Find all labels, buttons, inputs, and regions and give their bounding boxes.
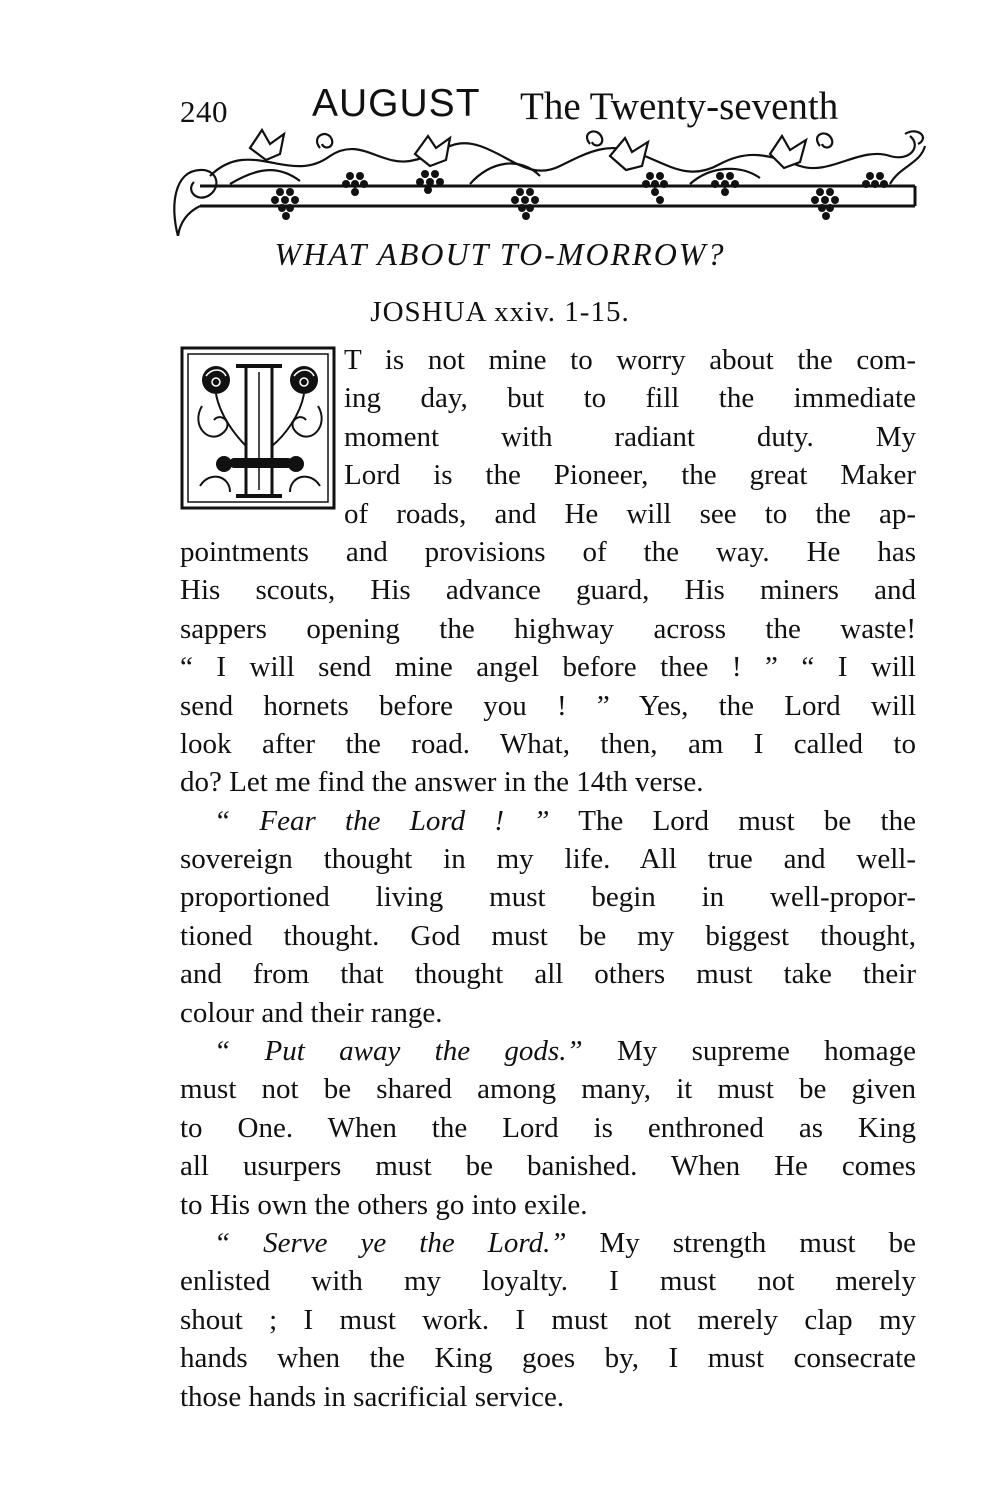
text-line: shout ; I must work. I must not merely clap my xyxy=(180,1303,916,1336)
text-line: to His own the others go into exile. xyxy=(180,1188,588,1221)
paragraph xyxy=(180,1224,916,1416)
text-line: all usurpers must be banished. When He comes xyxy=(180,1150,916,1183)
text-line: of roads, and He will see to the ap- xyxy=(344,497,916,530)
quote-lead: “ Put away the gods.” xyxy=(214,1035,583,1068)
text-run: My strength must be xyxy=(566,1226,916,1259)
scripture-reference: JOSHUA xxiv. 1-15. xyxy=(370,296,630,328)
text-line: sappers opening the highway across the waste! xyxy=(180,612,916,645)
text-line xyxy=(180,1032,916,1070)
devotion-title: WHAT ABOUT TO-MORROW? xyxy=(274,236,726,272)
month-heading: AUGUST xyxy=(312,82,481,125)
text-line: Lord is the Pioneer, the great Maker xyxy=(344,459,916,492)
text-run: The Lord must be the xyxy=(549,804,916,837)
text-line: tioned thought. God must be my biggest thought, xyxy=(180,919,916,952)
page-number: 240 xyxy=(180,94,228,129)
text-line: those hands in sacrificial service. xyxy=(180,1380,565,1413)
text-line: look after the road. What, then, am I called to xyxy=(180,727,916,760)
text-line xyxy=(180,1224,916,1262)
paragraph xyxy=(180,341,916,802)
text-line: T is not mine to worry about the com- xyxy=(344,344,916,376)
text-line: ing day, but to fill the immediate xyxy=(344,382,916,415)
text-line: “ I will send mine angel before thee ! ” “ I will xyxy=(180,651,916,684)
text-line: hands when the King goes by, I must consecrate xyxy=(180,1342,916,1375)
text-line: enlisted with my loyalty. I must not merely xyxy=(180,1265,916,1298)
text-line: His scouts, His advance guard, His miners and xyxy=(180,574,916,607)
text-line xyxy=(180,802,916,840)
quote-lead: “ Serve ye the Lord.” xyxy=(214,1226,567,1259)
text-line: must not be shared among many, it must be given xyxy=(180,1073,916,1106)
text-line: pointments and provisions of the way. He has xyxy=(180,535,916,568)
date-heading: The Twenty-seventh xyxy=(520,85,839,128)
text-line: send hornets before you ! ” Yes, the Lord will xyxy=(180,689,916,722)
text-line: to One. When the Lord is enthroned as King xyxy=(180,1111,916,1144)
body-text xyxy=(180,341,916,1416)
paragraph xyxy=(180,1032,916,1224)
text-line: do? Let me find the answer in the 14th verse. xyxy=(180,766,704,799)
text-line: proportioned living must begin in well-propor- xyxy=(180,881,916,914)
quote-lead: “ Fear the Lord ! ” xyxy=(214,804,550,837)
text-line: colour and their range. xyxy=(180,996,443,1029)
text-line: and from that thought all others must take their xyxy=(180,958,916,991)
text-run: My supreme homage xyxy=(582,1035,916,1068)
text-line: moment with radiant duty. My xyxy=(344,420,916,453)
paragraph xyxy=(180,802,916,1032)
text-line: sovereign thought in my life. All true and well- xyxy=(180,843,916,876)
grapevine-banner-icon xyxy=(170,126,930,236)
